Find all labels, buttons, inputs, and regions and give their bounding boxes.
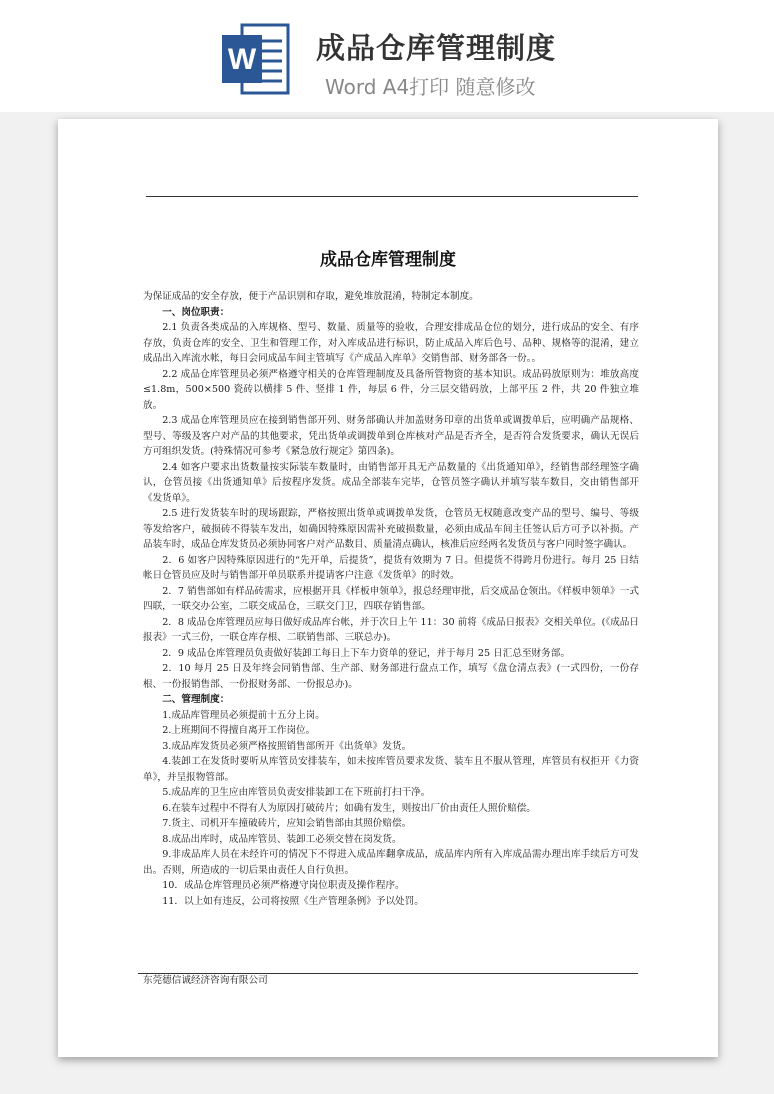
section-heading-rules: 二、管理制度： — [162, 694, 230, 705]
word-icon-letter: W — [227, 43, 257, 76]
header-rule — [146, 196, 638, 197]
paragraph-2-3: 2.3 成品仓库管理员应在接到销售部开列、财务部确认并加盖财务印章的出货单或调拨单后，应明确产品规格、型号、等级及客户对产品的其他要求，凭出货单或调拨单到仓库核对产品是否齐全，是否符合发货要求，确认无误后方可组织发货。(特殊情况可参考《紧急放行规定》第四条)。 — [143, 415, 639, 457]
rule-9: 9.非成品库人员在未经许可的情况下不得进入成品库翻拿成品，成品库内所有入库成品需办理出库手续后方可发出。否则，所造成的一切后果由责任人自行负担。 — [143, 849, 639, 876]
document-footer: 东莞德信诚经济咨询有限公司 — [143, 975, 268, 986]
header-banner — [0, 0, 774, 112]
paragraph-2-6: 2．6 如客户因特殊原因进行的“先开单，后提货”，提货有效期为 7 日。但提货不得跨月份进行。每月 25 日结帐日仓管员应及时与销售部开单员联系并提请客户注意《发货单》的时效。 — [143, 554, 639, 581]
rule-5: 5.成品库的卫生应由库管员负责安排装卸工在下班前打扫干净。 — [162, 787, 431, 798]
intro-paragraph: 为保证成品的安全存放，便于产品识别和存取，避免堆放混淆，特制定本制度。 — [143, 291, 479, 302]
banner-subtitle: Word A4打印 随意修改 — [325, 75, 536, 99]
paragraph-2-5: 2.5 进行发货装车时的现场跟踪，严格按照出货单或调拨单发货，仓管员无权随意改变产品的型号、编号、等级等发给客户，破损砖不得装车发出，如确因特殊原因需补充破损数量，必须由成品车间主任签认后方可予以补损。产品装车时，成品仓库发货员必须协同客户对产品数目、质量清点确认，核准后应经两名发货员与客户同时签字确认。 — [143, 508, 639, 550]
paragraph-2-7: 2．7 销售部如有样品砖需求，应根据开具《样板申领单》，报总经理审批，后交成品仓领出。《样板申领单》一式四联，一联交办公室，二联交成品仓，三联交门卫，四联存销售部。 — [143, 585, 639, 612]
paragraph-2-9: 2．9 成品仓库管理员负责做好装卸工每日上下车力资单的登记，并于每月 25 日汇总至财务部。 — [162, 647, 570, 659]
paragraph-2-4: 2.4 如客户要求出货数量按实际装车数量时，由销售部开具无产品数量的《出货通知单》，经销售部经理签字确认，仓管员接《出货通知单》后按程序发货。成品全部装车完毕，仓管员签字确认并填写装车数目，交由销售部开《发货单》。 — [143, 461, 639, 504]
document-page — [58, 119, 718, 1057]
rule-6: 6.在装车过程中不得有人为原因打破砖片；如确有发生，则按出厂价由责任人照价赔偿。 — [162, 802, 536, 814]
document-title: 成品仓库管理制度 — [320, 250, 456, 270]
rule-10: 10．成品仓库管理员必须严格遵守岗位职责及操作程序。 — [162, 880, 405, 891]
rule-11: 11．以上如有违反，公司将按照《生产管理条例》予以处罚。 — [162, 895, 424, 907]
paragraph-2-2: 2.2 成品仓库管理员必须严格遵守相关的仓库管理制度及具备所管物资的基本知识。成品码放原则为：堆放高度≤1.8m，500×500 瓷砖以横排 5 件、竖排 1 件，每层 6 件，分三层交错码放，上部平压 2 件，共 20 件独立堆放。 — [143, 368, 639, 411]
paragraph-2-10: 2．10 每月 25 日及年终会同销售部、生产部、财务部进行盘点工作，填写《盘仓清点表》(一式四份，一份存根、一份报销售部、一份报财务部、一份报总办)。 — [143, 663, 639, 690]
rule-1: 1.成品库管理员必须提前十五分上岗。 — [162, 709, 325, 721]
rule-7: 7.货主、司机开车撞破砖片，应知会销售部由其照价赔偿。 — [162, 818, 412, 829]
banner-title: 成品仓库管理制度 — [316, 31, 557, 65]
document-body — [143, 289, 639, 909]
rule-3: 3.成品库发货员必须严格按照销售部所开《出货单》发货。 — [162, 740, 412, 752]
paragraph-2-1: 2.1 负责各类成品的入库规格、型号、数量、质量等的验收，合理安排成品仓位的划分，进行成品的安全、有序存放，负责仓库的安全、卫生和管理工作，对入库成品进行标识，防止成品入库后色号、品种、规格等的混淆，建立成品出入库流水帐，每日会同成品车间主管填写《产成品入库单》交销售部、财务部各一份。。 — [143, 322, 639, 364]
rule-4: 4.装卸工在发货时要听从库管员安排装车，如未按库管员要求发货、装车且不服从管理，库管员有权拒开《力资单》，并呈报物管部。 — [143, 756, 639, 783]
word-icon — [220, 21, 292, 97]
rule-2: 2.上班期间不得擅自离开工作岗位。 — [162, 725, 316, 736]
rule-8: 8.成品出库时，成品库管员、装卸工必须交替在岗发货。 — [162, 833, 402, 845]
paragraph-2-8: 2．8 成品仓库管理员应每日做好成品库台帐，并于次日上午 11：30 前将《成品日报表》交相关单位。(《成品日报表》一式三份，一联仓库存根、二联销售部、三联总办)。 — [143, 616, 639, 643]
section-heading-duties: 一、岗位职责： — [162, 306, 230, 318]
